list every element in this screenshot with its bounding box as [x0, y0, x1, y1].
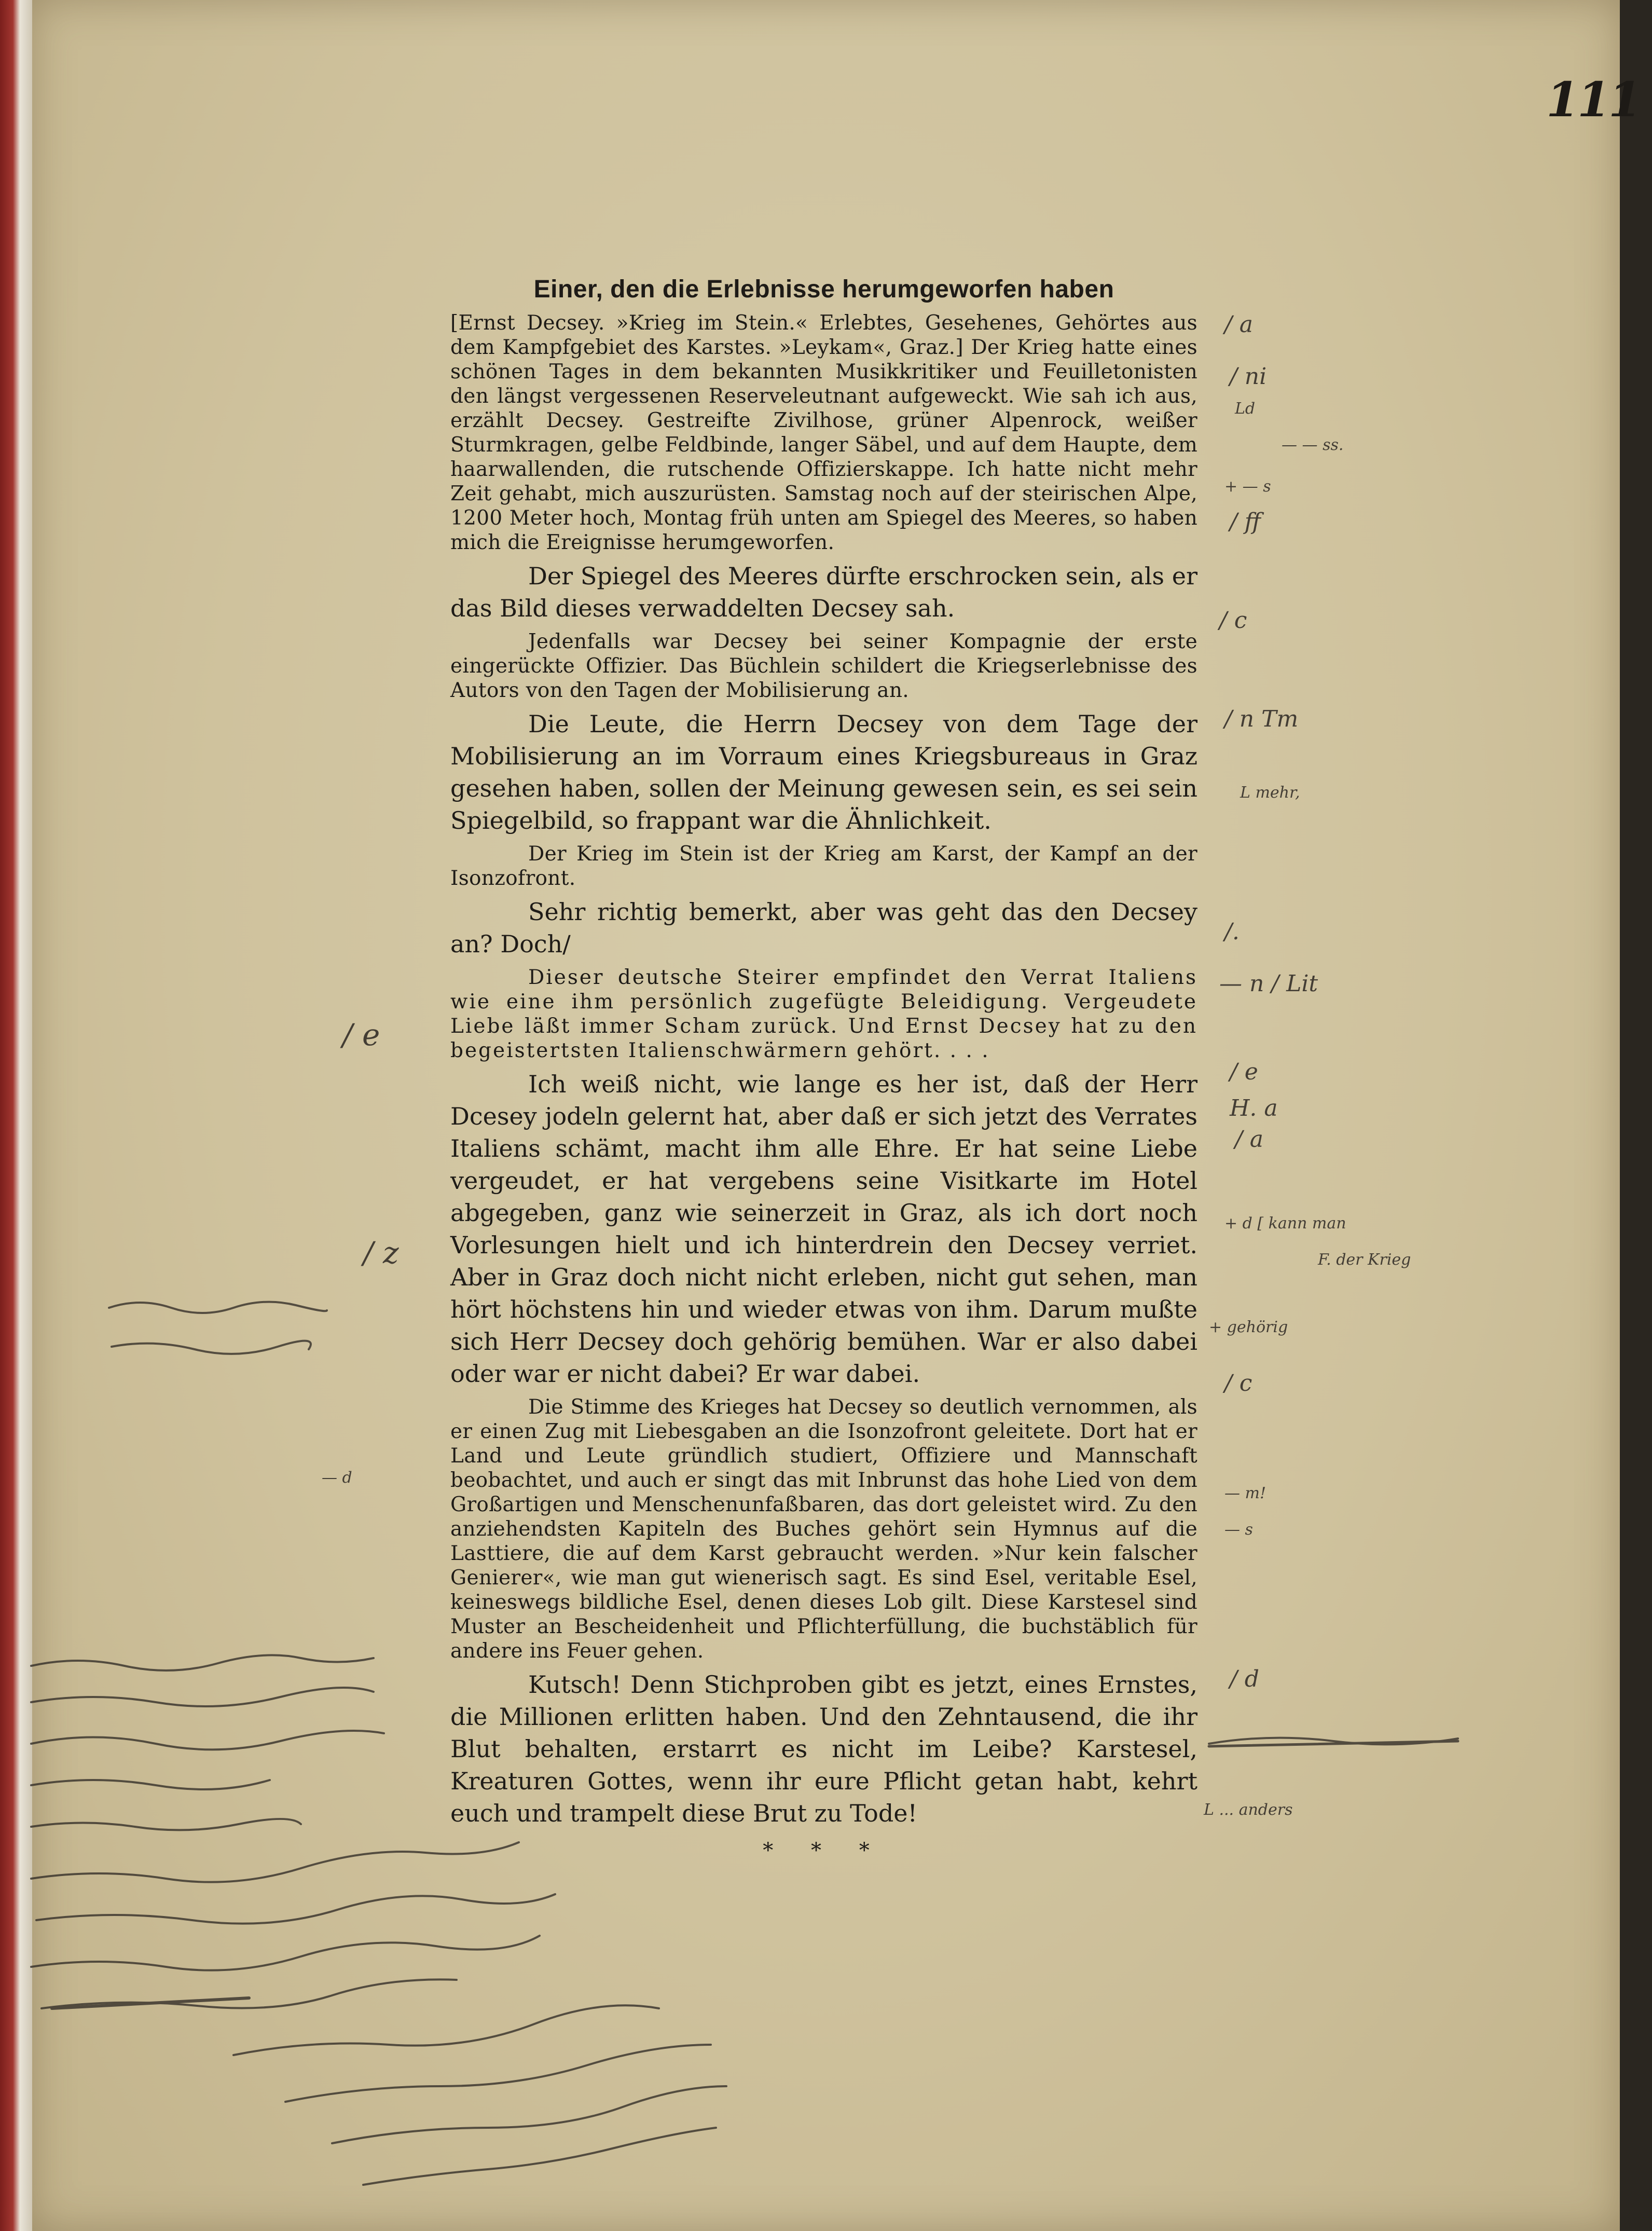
margin-note: — m!	[1224, 1484, 1266, 1502]
margin-note: /.	[1224, 919, 1240, 945]
margin-note: / c	[1219, 607, 1247, 634]
paragraph-5: Der Krieg im Stein ist der Krieg am Karst, der Kampf an der Isonzofront.	[450, 842, 1197, 890]
margin-note: + — s	[1224, 477, 1271, 496]
margin-note: L mehr,	[1240, 784, 1300, 802]
article-headline: Einer, den die Erlebnisse herumgeworfen haben	[533, 276, 1114, 303]
margin-note: / c	[1224, 1370, 1252, 1397]
margin-note: + d [ kann man	[1224, 1214, 1346, 1233]
margin-note: H. a	[1230, 1095, 1278, 1121]
margin-note: — s	[1224, 1521, 1253, 1539]
paragraph-10: Kutsch! Denn Stichproben gibt es jetzt, eines Ernstes, die Millionen erlitten haben. Und den Zehntausend, die ihr Blut behalten, erstarrt es nicht im Leibe? Karstesel, Kreaturen Gottes, wenn ihr eure Pflicht getan habt, kehrt euch und trampelt diese Brut zu Tode!	[450, 1671, 1197, 1827]
margin-note: / z	[363, 1235, 399, 1270]
paragraph-2: Der Spiegel des Meeres dürfte erschrocken sein, als er das Bild dieses verwaddelten Decsey sah.	[450, 562, 1197, 622]
margin-note: / ff	[1230, 509, 1261, 535]
paragraph-9: Die Stimme des Krieges hat Decsey so deutlich vernommen, als er einen Zug mit Liebesgaben an die Isonzofront geleitete. Dort hat er Land und Leute gründlich studiert, Offiziere und Mannschaft beobachtet, und auch er singt das mit Inbrunst das hohe Lied von dem Großartigen und Menschenunfaßbaren, das dort geleistet wird. Zu den anziehendsten Kapiteln des Buches gehört sein Hymnus auf die Lasttiere, die auf dem Karst gebraucht werden. »Nur kein falscher Genierer«, wie man gut wienerisch sagt. Es sind Esel, veritable Esel, keineswegs bildliche Esel, denen dieses Lob gilt. Diese Karstesel sind Muster an Bescheidenheit und Pflichterfüllung, die buchstäblich für andere ins Feuer gehen.	[450, 1395, 1197, 1663]
margin-note: — d	[322, 1469, 352, 1487]
margin-note: / e	[342, 1017, 380, 1052]
margin-note: / a	[1224, 311, 1254, 338]
paragraph-3: Jedenfalls war Decsey bei seiner Kompagnie der erste eingerückte Offizier. Das Büchlein schildert die Kriegserlebnisse des Autors von den Tagen der Mobilisierung an.	[450, 630, 1197, 702]
end-mark: * * *	[763, 1839, 885, 1863]
paragraph-7: Dieser deutsche Steirer empfindet den Verrat Italiens wie eine ihm persönlich zugefügte Beleidigung. Vergeudete Liebe läßt immer Scham zurück. Und Ernst Decsey hat zu den begeistertsten Italienschwärmern gehört. . . .	[450, 966, 1197, 1062]
margin-note: / e	[1230, 1059, 1258, 1085]
margin-note: / ni	[1230, 363, 1267, 390]
paragraph-6: Sehr richtig bemerkt, aber was geht das den Decsey an? Doch/	[450, 898, 1197, 958]
margin-note: / a	[1235, 1126, 1264, 1153]
margin-note: Ld	[1235, 400, 1256, 418]
paragraph-1: [Ernst Decsey. »Krieg im Stein.« Erlebtes, Gesehenes, Gehörtes aus dem Kampfgebiet des Karstes. »Leykam«, Graz.] Der Krieg hatte eines schönen Tages in dem bekannten Musikkritiker und Feuilletonisten den längst vergessenen Reserveleutnant aufgeweckt. Wie sah ich aus, erzählt Decsey. Gestreifte Zivilhose, grüner Alpenrock, weißer Sturmkragen, gelbe Feldbinde, langer Säbel, und auf dem Haupte, dem haarwallenden, die rutschende Offizierskappe. Ich hatte nicht mehr Zeit gehabt, mich auszurüsten. Samstag noch auf der steirischen Alpe, 1200 Meter hoch, Montag früh unten am Spiegel des Meeres, so haben mich die Ereignisse herumgeworfen.	[450, 311, 1197, 554]
page-number: 111	[1546, 72, 1640, 128]
margin-note: / d	[1230, 1666, 1259, 1692]
margin-note: / n Tm	[1224, 706, 1299, 732]
paragraph-4: Die Leute, die Herrn Decsey von dem Tage der Mobilisierung an im Vorraum eines Kriegsbureaus in Graz gesehen haben, sollen der Meinung gewesen sein, es sei sein Spiegelbild, so frappant war die Ähnlichkeit.	[450, 710, 1197, 834]
margin-note: + gehörig	[1209, 1318, 1288, 1336]
margin-note: — — ss.	[1282, 436, 1344, 454]
margin-note: — n / Lit	[1219, 970, 1318, 997]
margin-note: F. der Krieg	[1318, 1251, 1411, 1269]
paragraph-8: Ich weiß nicht, wie lange es her ist, daß der Herr Dcesey jodeln gelernt hat, aber daß er sich jetzt des Verrates Italiens schämt, macht ihm alle Ehre. Er hat seine Liebe vergeudet, er hat vergebens seine Visitkarte im Hotel abgegeben, ganz wie seinerzeit in Graz, als ich dort noch Vorlesungen hielt und ich hinterdrein den Decsey verriet. Aber in Graz doch nicht nicht erleben, nicht gut sehen, man hört höchstens hin und wieder etwas von ihm. Darum mußte sich Herr Decsey doch gehörig bemühen. War er also dabei oder war er nicht dabei? Er war dabei.	[450, 1070, 1197, 1388]
margin-note: L ... anders	[1204, 1801, 1293, 1819]
